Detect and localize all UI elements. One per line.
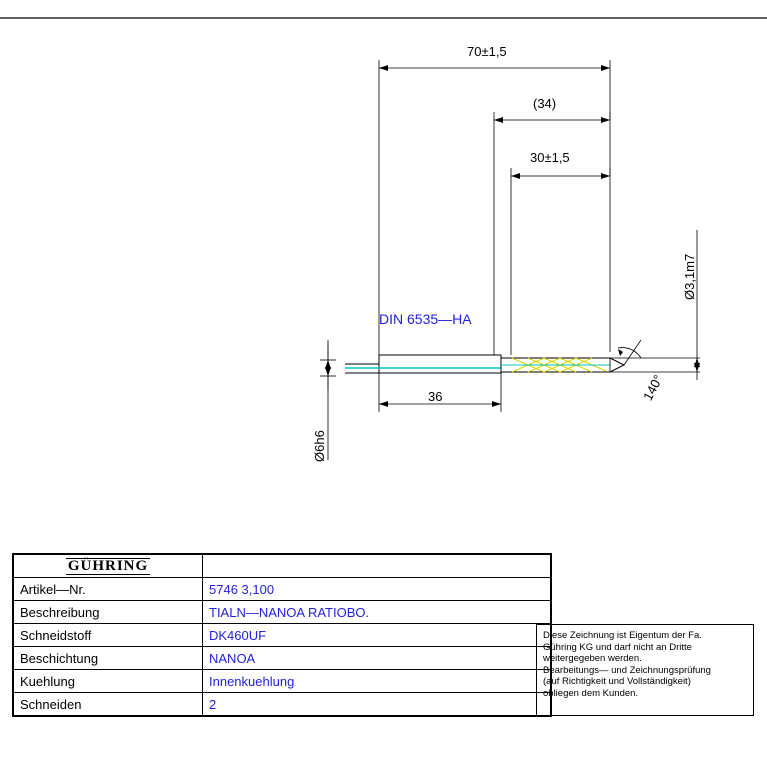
row-label-schneiden: Schneiden bbox=[14, 693, 203, 716]
dim-label-cutting-diameter: Ø3,1m7 bbox=[682, 253, 697, 300]
note-line: weitergegeben werden. bbox=[543, 653, 642, 664]
table-row bbox=[14, 624, 551, 647]
table-row bbox=[14, 693, 551, 716]
note-line: (auf Richtigkeit und Vollständigkeit) bbox=[543, 676, 691, 687]
guehring-logo bbox=[14, 555, 202, 577]
logo-text: GÜHRING bbox=[67, 557, 149, 574]
row-value-schneidstoff: DK460UF bbox=[203, 624, 551, 647]
row-value-artikel-nr: 5746 3,100 bbox=[203, 578, 551, 601]
dim-label-flute-reference-length: (34) bbox=[533, 96, 557, 111]
logo-cell bbox=[14, 555, 203, 578]
table-row-logo bbox=[14, 555, 551, 578]
title-block bbox=[12, 553, 552, 717]
table-row bbox=[14, 670, 551, 693]
tool-geometry bbox=[345, 355, 624, 373]
note-line: Gühring KG und darf nicht an Dritte bbox=[543, 641, 692, 653]
note-line: Bearbeitungs— und Zeichnungsprüfung bbox=[543, 664, 711, 676]
table-row bbox=[14, 601, 551, 624]
table-row bbox=[14, 647, 551, 670]
dim-usable-length bbox=[511, 168, 610, 355]
dim-label-point-angle: 140° bbox=[640, 372, 666, 404]
note-line: Diese Zeichnung ist Eigentum der Fa. bbox=[543, 630, 702, 641]
note-line: obliegen dem Kunden. bbox=[543, 687, 639, 699]
row-label-kuehlung: Kuehlung bbox=[14, 670, 203, 693]
logo-row-empty bbox=[203, 555, 551, 578]
dim-label-overall-length: 70±1,5 bbox=[467, 44, 507, 59]
row-label-beschreibung: Beschreibung bbox=[14, 601, 203, 624]
table-row bbox=[14, 578, 551, 601]
dim-label-usable-length: 30±1,5 bbox=[530, 150, 570, 165]
standard-note-label: DIN 6535—HA bbox=[379, 311, 472, 327]
dim-cutting-diameter bbox=[610, 230, 700, 380]
row-value-kuehlung: Innenkuehlung bbox=[203, 670, 551, 693]
row-value-beschreibung: TIALN—NANOA RATIOBO. bbox=[203, 601, 551, 624]
row-value-schneiden: 2 bbox=[203, 693, 551, 716]
dim-point-angle bbox=[618, 340, 641, 365]
dim-label-shank-length: 36 bbox=[428, 389, 443, 404]
copyright-notes-box bbox=[536, 624, 754, 716]
row-label-artikel-nr: Artikel—Nr. bbox=[14, 578, 203, 601]
dim-label-shank-diameter: Ø6h6 bbox=[312, 430, 327, 462]
row-value-beschichtung: NANOA bbox=[203, 647, 551, 670]
row-label-beschichtung: Beschichtung bbox=[14, 647, 203, 670]
row-label-schneidstoff: Schneidstoff bbox=[14, 624, 203, 647]
